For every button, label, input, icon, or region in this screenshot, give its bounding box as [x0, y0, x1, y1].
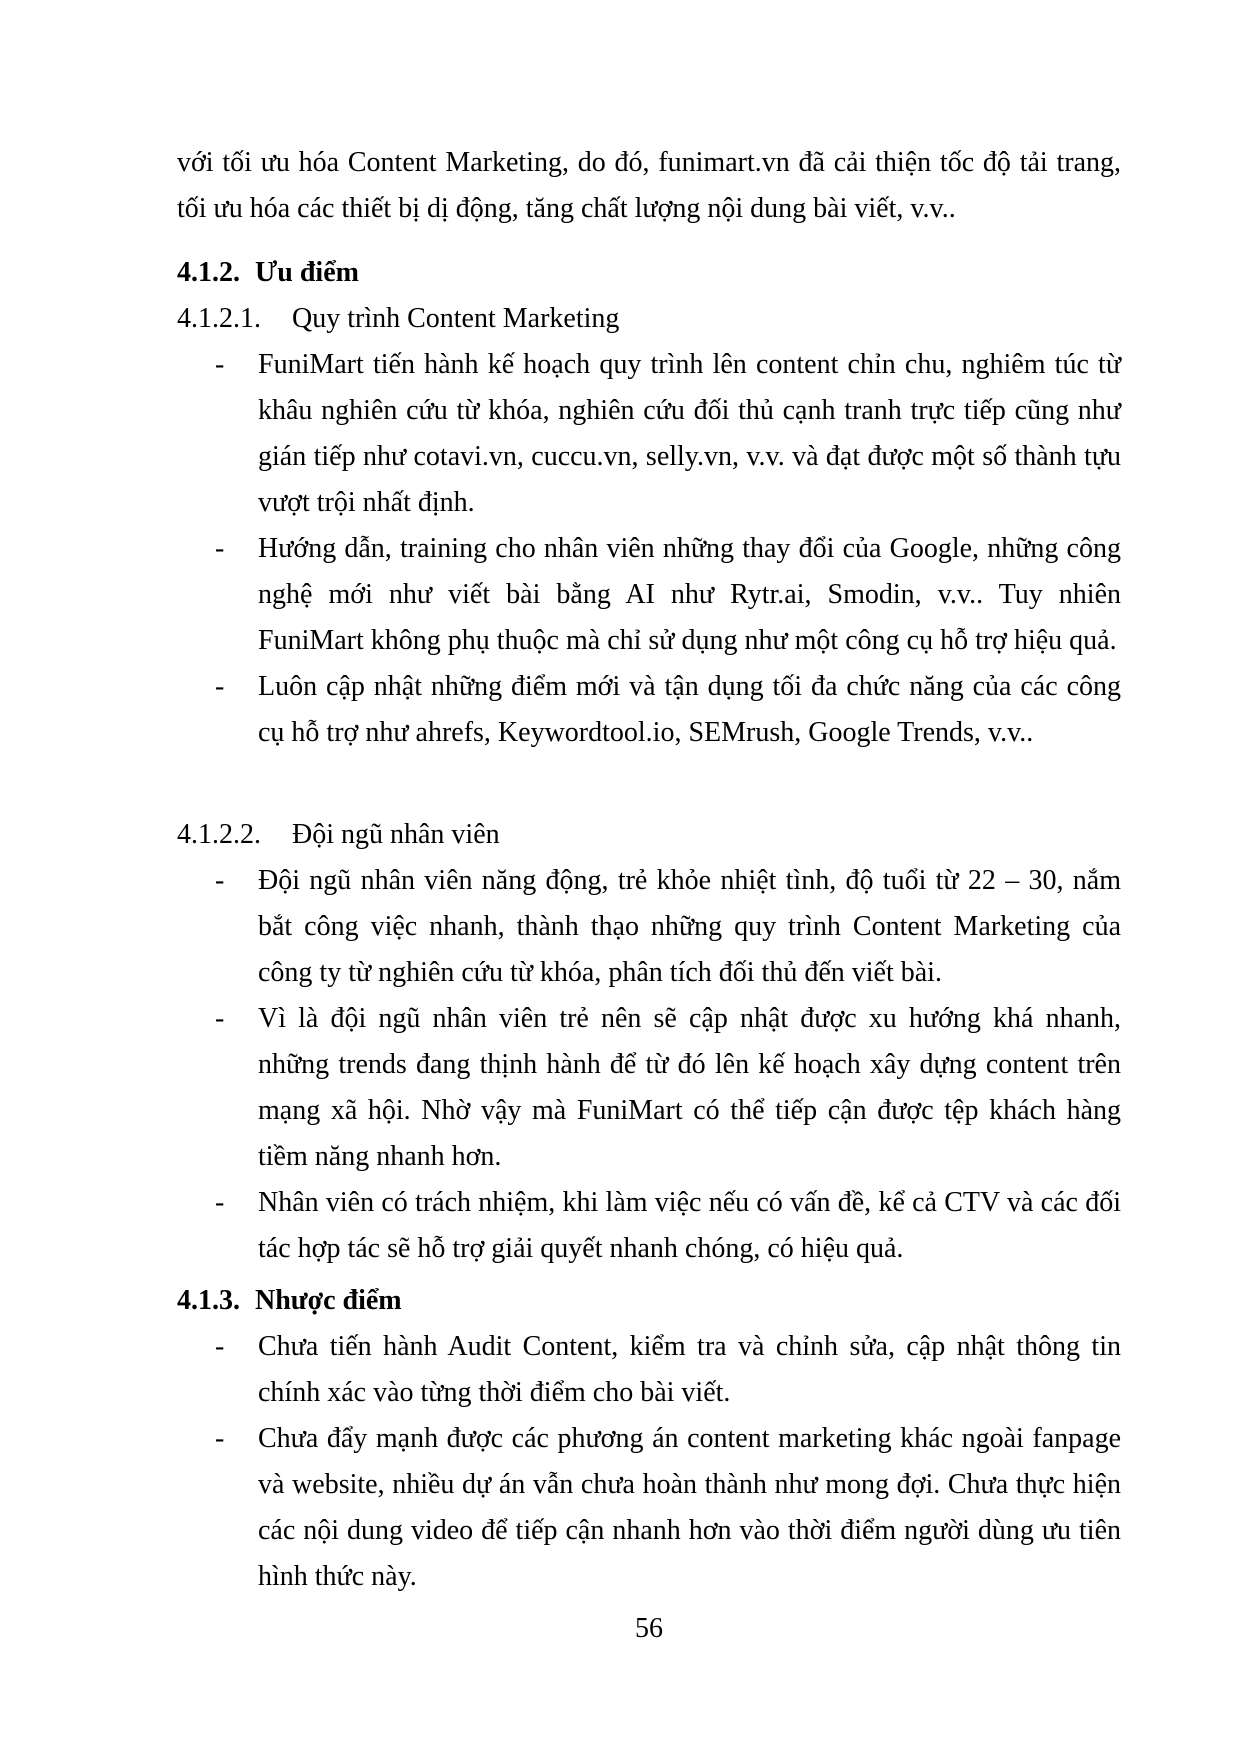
list-item: [215, 526, 1121, 664]
subsection-heading-doi-ngu: [177, 812, 1121, 858]
dash-marker: -: [215, 1003, 225, 1034]
subsection-number: 4.1.2.2.: [177, 819, 261, 850]
list-item: [215, 342, 1121, 526]
bullet-text: Hướng dẫn, training cho nhân viên những thay đổi của Google, những công nghệ mới như viết bài bằng AI như Rytr.ai, Smodin, v.v.. Tuy nhiên FuniMart không phụ thuộc mà chỉ sử dụng như một công cụ hỗ trợ hiệu quả.: [258, 533, 1121, 656]
list-item: [215, 1416, 1121, 1600]
page-content: [177, 140, 1121, 1600]
subsection-title: Đội ngũ nhân viên: [292, 819, 500, 850]
dash-marker: -: [215, 671, 225, 702]
bullet-text: Chưa đẩy mạnh được các phương án content marketing khác ngoài fanpage và website, nhiều dự án vẫn chưa hoàn thành như mong đợi. Chưa thực hiện các nội dung video để tiếp cận nhanh hơn vào thời điểm người dùng ưu tiên hình thức này.: [258, 1423, 1121, 1592]
dash-marker: -: [215, 349, 225, 380]
list-item: [215, 1324, 1121, 1416]
list-item: [215, 664, 1121, 756]
intro-paragraph: với tối ưu hóa Content Marketing, do đó, funimart.vn đã cải thiện tốc độ tải trang, tối ưu hóa các thiết bị dị động, tăng chất lượng nội dung bài viết, v.v..: [177, 147, 1121, 224]
subsection-heading-quy-trinh: [177, 296, 1121, 342]
dash-marker: -: [215, 533, 225, 564]
section-number: 4.1.2.: [177, 257, 240, 288]
bullet-text: Vì là đội ngũ nhân viên trẻ nên sẽ cập nhật được xu hướng khá nhanh, những trends đang thịnh hành để từ đó lên kế hoạch xây dựng content trên mạng xã hội. Nhờ vậy mà FuniMart có thể tiếp cận được tệp khách hàng tiềm năng nhanh hơn.: [258, 1003, 1121, 1172]
section-heading-uu-diem: [177, 250, 1121, 296]
bullet-text: Đội ngũ nhân viên năng động, trẻ khỏe nhiệt tình, độ tuổi từ 22 – 30, nắm bắt công việc nhanh, thành thạo những quy trình Content Marketing của công ty từ nghiên cứu từ khóa, phân tích đối thủ đến viết bài.: [258, 865, 1121, 988]
bullet-text: FuniMart tiến hành kế hoạch quy trình lên content chỉn chu, nghiêm túc từ khâu nghiên cứu từ khóa, nghiên cứu đối thủ cạnh tranh trực tiếp cũng như gián tiếp như cotavi.vn, cuccu.vn, selly.vn, v.v. và đạt được một số thành tựu vượt trội nhất định.: [258, 349, 1121, 518]
dash-marker: -: [215, 865, 225, 896]
section-number: 4.1.3.: [177, 1285, 240, 1316]
page-number: 56: [635, 1613, 663, 1644]
section-title: Nhược điểm: [255, 1285, 402, 1316]
list-item: [215, 858, 1121, 996]
section-title: Ưu điểm: [255, 257, 359, 288]
section-heading-nhuoc-diem: [177, 1278, 1121, 1324]
bullet-list-quy-trinh: [177, 342, 1121, 756]
list-item: [215, 1180, 1121, 1272]
list-item: [215, 996, 1121, 1180]
bullet-text: Chưa tiến hành Audit Content, kiểm tra và chỉnh sửa, cập nhật thông tin chính xác vào từng thời điểm cho bài viết.: [258, 1331, 1121, 1408]
dash-marker: -: [215, 1423, 225, 1454]
bullet-text: Nhân viên có trách nhiệm, khi làm việc nếu có vấn đề, kể cả CTV và các đối tác hợp tác sẽ hỗ trợ giải quyết nhanh chóng, có hiệu quả.: [258, 1187, 1121, 1264]
dash-marker: -: [215, 1331, 225, 1362]
subsection-title: Quy trình Content Marketing: [292, 303, 620, 334]
subsection-number: 4.1.2.1.: [177, 303, 261, 334]
bullet-list-nhuoc-diem: [177, 1324, 1121, 1600]
dash-marker: -: [215, 1187, 225, 1218]
bullet-text: Luôn cập nhật những điểm mới và tận dụng tối đa chức năng của các công cụ hỗ trợ như ahrefs, Keywordtool.io, SEMrush, Google Trends, v.v..: [258, 671, 1121, 748]
bullet-list-doi-ngu: [177, 858, 1121, 1272]
